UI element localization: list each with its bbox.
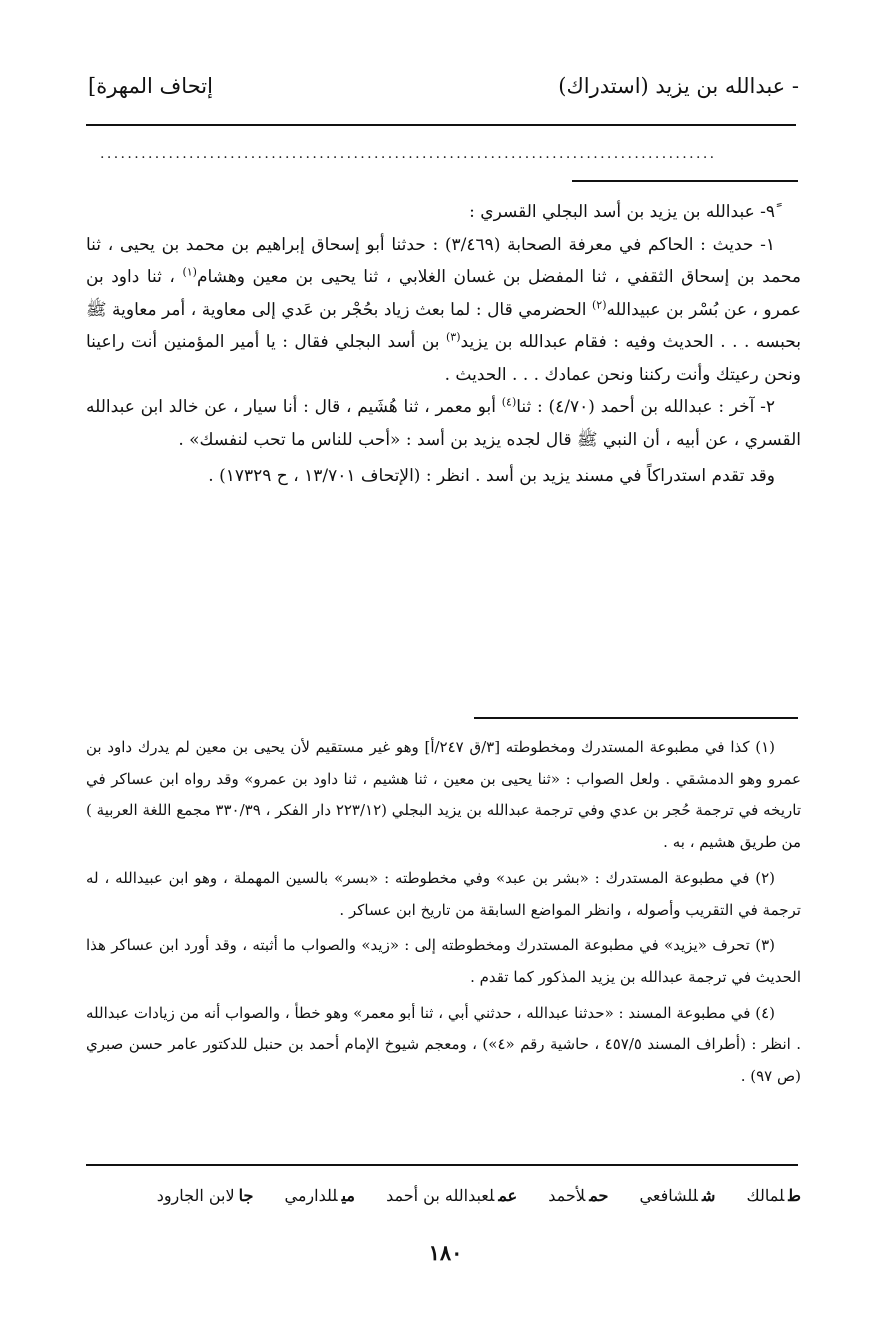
section-rule (572, 180, 798, 182)
hadith-1-text-b: ، ثنا داود بن عمرو ، عن بُسْر بن عبيدالله (86, 267, 801, 320)
page-number: ١٨٠ (428, 1240, 463, 1265)
footnote-3: (٣) تحرف «يزيد» في مطبوعة المستدرك ومخطوطته إلى : «زيد» والصواب ما أثبته ، وقد أورد ابن عساكر هذا الحديث في ترجمة عبدالله بن يزيد المذكور كما تقدم . (86, 936, 801, 986)
footnote-ref-3[interactable]: (٣) (446, 330, 461, 344)
dotted-separator: .......................................................................................... (100, 146, 717, 158)
sigla-code: عم (498, 1186, 518, 1205)
sigla-desc: للدارمي (284, 1186, 338, 1205)
footnote-4: (٤) في مطبوعة المسند : «حدثنا عبدالله ، حدثني أبي ، ثنا أبو معمر» وهو خطأ ، والصواب أنه من زيادات عبدالله . انظر : (أطراف المسند ٤٥٧/٥ ، حاشية رقم «٤») ، ومعجم شيوخ الإمام أحمد بن حنبل للدكتور عامر حسن صبري (ص ٩٧) . (86, 1003, 801, 1086)
sigla-item (386, 1186, 517, 1205)
sigla-desc: لابن الجارود (156, 1186, 235, 1205)
sigla-code: حم (589, 1186, 609, 1205)
hadith-2-text-a: ٢- آخر : عبدالله بن أحمد (٤/٧٠) : ثنا (516, 397, 776, 417)
footnote-2: (٢) في مطبوعة المستدرك : «بشر بن عبد» وفي مخطوطته : «بسر» بالسين المهملة ، وهو ابن عبيدالله ، له ترجمة في التقريب وأصوله ، وانظر المواضع السابقة من تاريخ ابن عساكر . (86, 868, 801, 919)
sigla-code: ط (788, 1186, 801, 1205)
footnote-ref-1[interactable]: (١) (182, 265, 197, 279)
hadith-2-text-b: أبو معمر ، ثنا هُشَيم ، قال : أنا سيار ، عن خالد ابن عبدالله القسري ، عن أبيه ، أن النبي ﷺ قال لجده يزيد بن أسد : «أحب للناس ما تحب لنفسك» . (86, 397, 801, 450)
footnotes (86, 732, 801, 1093)
sigla-code: جا (238, 1186, 254, 1205)
entry-heading: ٩ً- عبدالله بن يزيد بن أسد البجلي القسري : (469, 202, 775, 222)
running-header-book: [إتحاف المهرة (88, 74, 213, 98)
footnote-ref-4[interactable]: (٤) (501, 395, 517, 409)
hadith-1-text-c: الحضرمي قال : لما بعث زياد بحُجْر بن عَدي إلى معاوية ، أمر معاوية ﷺ بحبسه . . . الحديث وفيه : فقام عبدالله بن يزيد (86, 299, 801, 352)
sigla-rule (86, 1164, 798, 1166)
entry-body (86, 196, 801, 493)
sigla-code: مي (341, 1186, 355, 1205)
hadith-2 (86, 391, 801, 456)
sigla-legend (157, 1186, 801, 1205)
footnote-1: (١) كذا في مطبوعة المستدرك ومخطوطته [٣/ق ٢٤٧/أ] وهو غير مستقيم لأن يحيى بن معين لم يدرك داود بن عمرو وهو الدمشقي . ولعل الصواب : «ثنا يحيى بن معين ، ثنا هشيم ، ثنا داود بن عمرو» وقد رواه ابن عساكر في تاريخه في ترجمة حُجر بن عدي وفي ترجمة عبدالله بن يزيد البجلي (٢٢٣/١٢ دار الفكر ، ٣٣٠/٣٩ مجمع اللغة العربية ) من طريق هشيم ، به . (86, 738, 802, 852)
sigla-item (746, 1186, 801, 1205)
sigla-item (285, 1186, 355, 1205)
running-header-title: - عبدالله بن يزيد (استدراك) (558, 74, 799, 98)
hadith-1-text-d: بن أسد البجلي فقال : يا أمير المؤمنين أنت راعينا ونحن رعيتك وأنت ركننا ونحن عمادك . . . الحديث . (86, 332, 801, 385)
hadith-1 (86, 229, 801, 392)
sigla-desc: لعبدالله بن أحمد (386, 1186, 495, 1205)
sigla-code: ش (701, 1186, 716, 1205)
sigla-desc: لمالك (746, 1186, 785, 1205)
sigla-desc: للشافعي (639, 1186, 698, 1205)
header-rule (86, 124, 796, 126)
sigla-item (548, 1186, 608, 1205)
sigla-item (157, 1186, 254, 1205)
footnote-rule (474, 717, 798, 719)
hadith-1-text-a: ١- حديث : الحاكم في معرفة الصحابة (٣/٤٦٩) : حدثنا أبو إسحاق إبراهيم بن محمد بن يحيى ، ثنا محمد بن إسحاق الثقفي ، ثنا المفضل بن غسان الغلابي ، ثنا يحيى بن معين وهشام (86, 234, 801, 287)
sigla-desc: لأحمد (548, 1186, 586, 1205)
cross-reference-note: وقد تقدم استدراكاً في مسند يزيد بن أسد . انظر : (الإتحاف ١٣/٧٠١ ، ح ١٧٣٢٩) . (208, 466, 775, 486)
footnote-ref-2[interactable]: (٢) (591, 297, 607, 311)
sigla-item (640, 1186, 716, 1205)
